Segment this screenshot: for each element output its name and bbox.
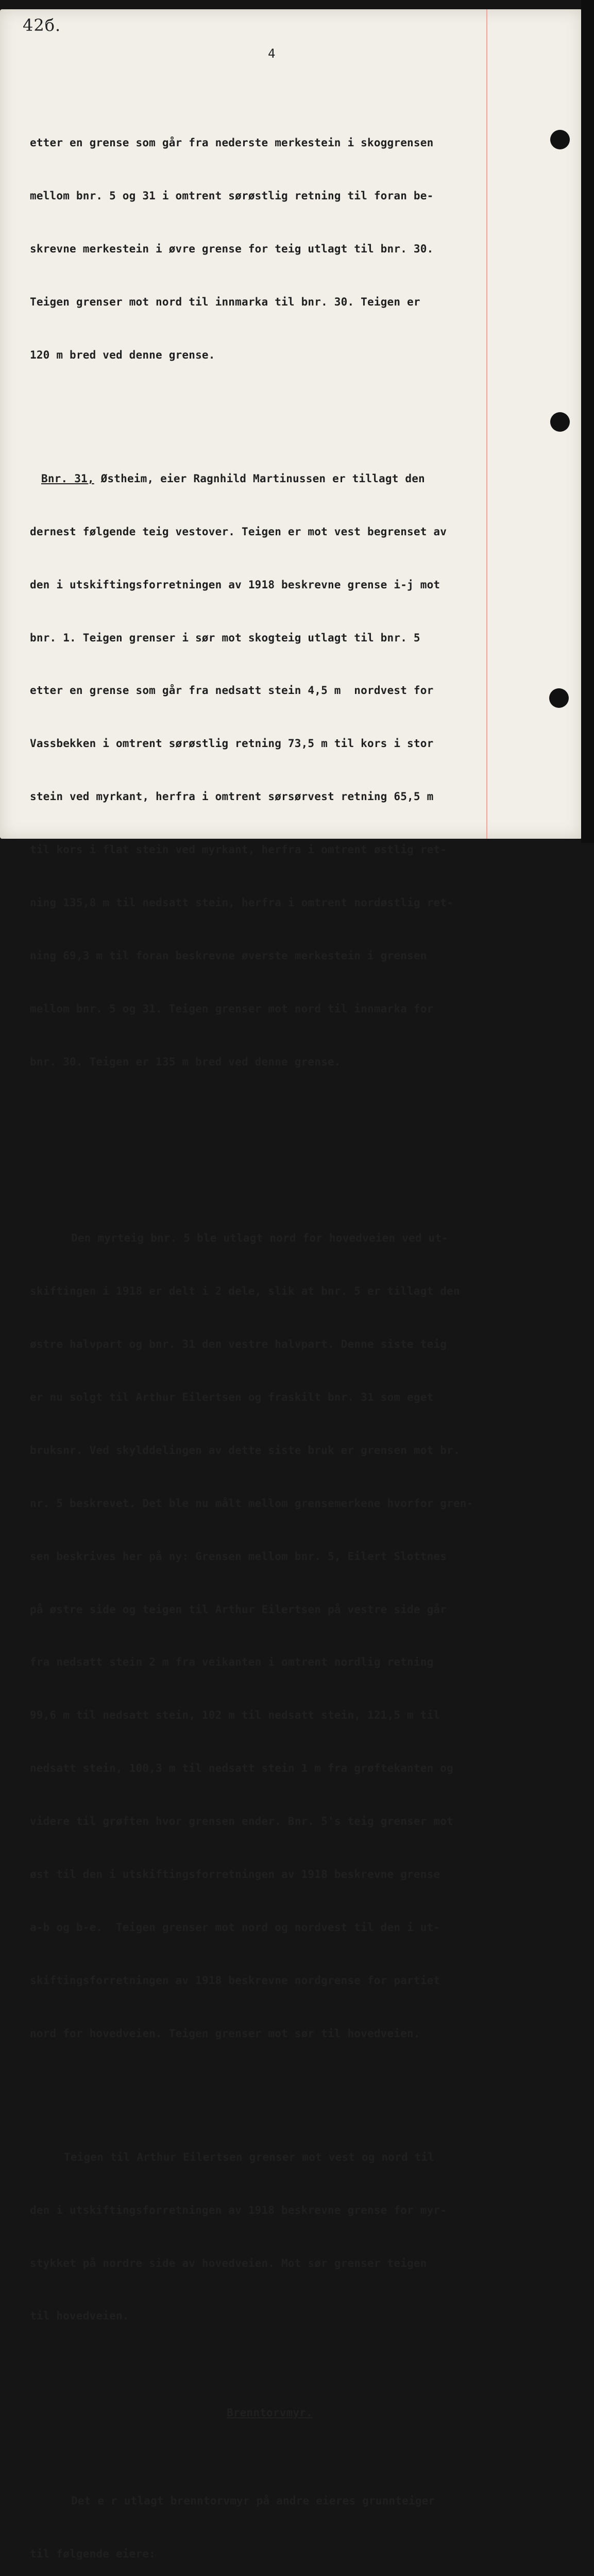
text-line: stein ved myrkant, herfra i omtrent sørsørvest retning 65,5 m: [30, 790, 434, 803]
text-line: etter en grense som går fra nedsatt stein 4,5 m nordvest for: [30, 684, 434, 697]
text-line: Teigen til Arthur Eilertsen grenser mot vest og nord til: [64, 2150, 435, 2163]
text-line: fra nedsatt stein 2 m fra veikanten i omtrent nordlig retning: [30, 1656, 434, 1669]
folio-number: 42б.: [23, 15, 61, 35]
document-body: [30, 63, 509, 2576]
punch-hole: [549, 688, 569, 708]
text-line: Teigen grenser mot nord til innmarka til bnr. 30. Teigen er: [30, 295, 420, 308]
text-line: skrevne merkestein i øvre grense for teig utlagt til bnr. 30.: [30, 242, 434, 255]
text-line: etter en grense som går fra nederste merkestein i skoggrensen: [30, 137, 434, 149]
text-line: østre halvpart og bnr. 31 den vestre halvpart. Denne siste teig: [30, 1338, 447, 1351]
text-line: ning 135,8 m til nedsatt stein, herfra i omtrent nordøstlig ret-: [30, 896, 453, 909]
text-line: Det e r utlagt brenntorvmyr på andre eieres grunnteiger: [71, 2495, 435, 2507]
text-line: stykket på nordre side av hovedveien. Mot sør grenser teigen: [30, 2257, 427, 2269]
text-line: bnr. 1. Teigen grenser i sør mot skogteig utlagt til bnr. 5: [30, 631, 420, 644]
paragraph-1: [30, 99, 509, 399]
text-line: a-b og b-e. Teigen grenser mot nord og nordvest til den i ut-: [30, 1921, 440, 1934]
text-line: Den myrteig bnr. 5 ble utlagt nord for hovedveien ved ut-: [71, 1232, 449, 1245]
text-line: bnr. 30. Teigen er 135 m bred ved denne grense.: [30, 1055, 341, 1068]
paragraph-4: [30, 2113, 509, 2360]
text-line: dernest følgende teig vestover. Teigen er mot vest begrenset av: [30, 525, 447, 538]
text-line: nr. 5 beskrevet. Det ble nu målt mellom grensemerkene hvorfor gren-: [30, 1497, 473, 1510]
text-line: på østre side og teigen til Arthur Eilertsen på vestre side går: [30, 1603, 447, 1616]
text-line: [30, 470, 509, 487]
text-line: nedsatt stein, 100,3 m til nedsatt stein 1 m fra grøftekanten og: [30, 1762, 453, 1775]
text-line: 120 m bred ved denne grense.: [30, 348, 215, 361]
text-line: mellom bnr. 5 og 31. Teigen grenser mot nord til innmarka for: [30, 1002, 434, 1015]
text-line: er nu solgt til Arthur Eilertsen og fraskilt bnr. 31 som eget: [30, 1391, 434, 1403]
text-line: Vassbekken i omtrent sørøstlig retning 73,5 m til kors i stor: [30, 737, 434, 750]
text-line: øst til den i utskiftingsforretningen av 1918 beskrevne grense: [30, 1868, 440, 1880]
paragraph-3: [30, 1194, 509, 2078]
text-line: ning 69,3 m til foran beskrevne øverste merkestein i grensen: [30, 949, 427, 962]
text-line: den i utskiftingsforretningen av 1918 beskrevne grense i-j mot: [30, 578, 440, 591]
punch-hole: [550, 130, 570, 149]
scan-edge: [581, 0, 594, 843]
property-label: Bnr. 31,: [41, 472, 94, 485]
paragraph-2: [30, 434, 509, 1106]
text-span: Østheim, eier Ragnhild Martinussen er tillagt den: [94, 472, 425, 485]
punch-hole: [550, 412, 570, 432]
text-line: mellom bnr. 5 og 31 i omtrent sørøstlig retning til foran be-: [30, 190, 434, 202]
document-page: [0, 9, 582, 2561]
text-line: den i utskiftingsforretningen av 1918 beskrevne grense for myr-: [30, 2204, 447, 2216]
paragraph-5: [30, 2457, 509, 2576]
text-line: skiftingen i 1918 er delt i 2 dele, slik at bnr. 5 er tillagt den: [30, 1285, 460, 1298]
text-line: til kors i flat stein ved myrkant, herfra i omtrent østlig ret-: [30, 843, 447, 856]
text-line: sen beskrives her på ny: Grensen mellom bnr. 5, Eilert Slottnes: [30, 1550, 447, 1563]
paragraph-gap: [30, 1141, 509, 1159]
text-line: til følgende eiere:: [30, 2548, 156, 2561]
page-number: 4: [268, 46, 276, 61]
text-line: 99,6 m til nedsatt stein, 102 m til nedsatt stein, 121,5 m til: [30, 1709, 440, 1722]
section-heading: Brenntorvmyr.: [227, 2406, 313, 2419]
text-line: videre til grøften hvor grensen ender. Bnr. 5's teig grenser mot: [30, 1815, 453, 1828]
text-line: nord for hovedveien. Teigen grenser mot sør til hovedveien.: [30, 2027, 420, 2040]
text-line: skiftingsforretningen av 1918 beskrevne nordgrense for partiet: [30, 1974, 440, 1987]
text-line: bruksnr. Ved skylddelingen av dette siste bruk er grensen mot br.: [30, 1444, 460, 1456]
text-line: til hovedveien.: [30, 2310, 129, 2323]
